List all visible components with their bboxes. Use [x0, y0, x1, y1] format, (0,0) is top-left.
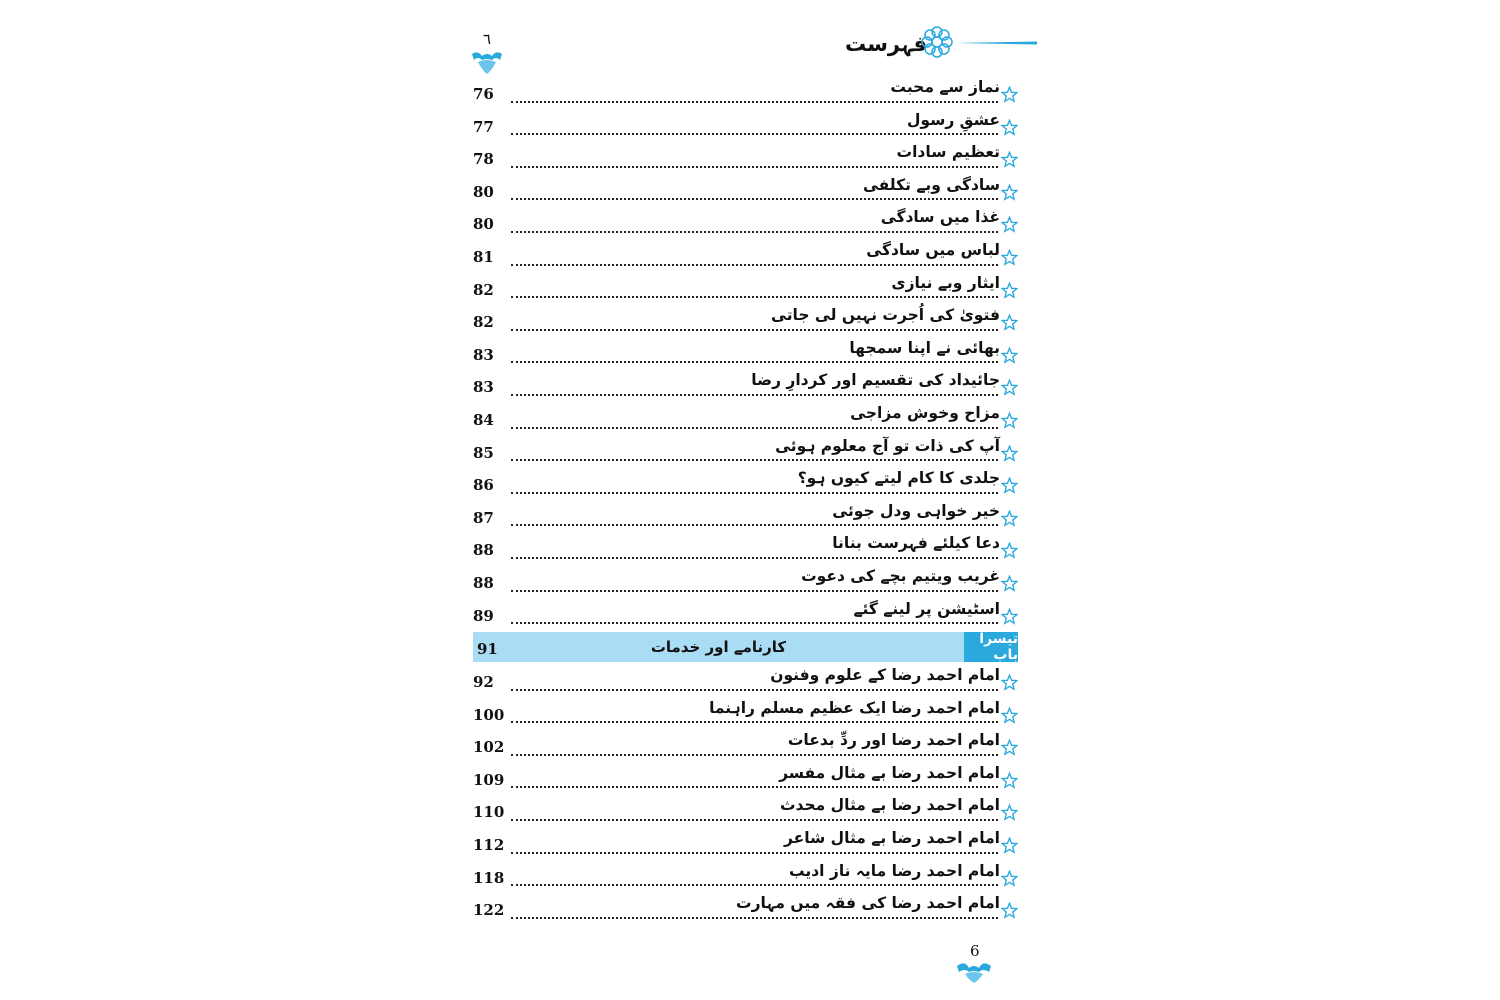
toc-entry[interactable]: [473, 206, 1018, 239]
star-outline-icon: [1001, 216, 1018, 233]
toc-entry[interactable]: [473, 860, 1018, 893]
toc-section-1: [473, 76, 1018, 630]
leader-dots: [511, 590, 998, 592]
leader-dots: [511, 459, 998, 461]
toc-entry-title: امام احمد رضا کی فقہ میں مہارت: [736, 894, 1000, 913]
star-outline-icon: [1001, 282, 1018, 299]
toc-entry-title: تعظیم سادات: [896, 143, 1000, 162]
toc-entry-title: خیر خواہی ودل جوئی: [832, 501, 1000, 520]
toc-entry-page: 100: [473, 705, 505, 724]
toc-entry-title: نماز سے محبت: [890, 78, 1000, 96]
toc-entry[interactable]: [473, 239, 1018, 272]
toc-entry-title: عشقِ رسول: [906, 110, 1000, 129]
toc-entry-page: 86: [473, 476, 494, 495]
toc-entry[interactable]: [473, 141, 1018, 174]
leader-dots: [511, 884, 998, 886]
toc-entry[interactable]: [473, 532, 1018, 565]
leader-dots: [511, 166, 998, 168]
star-outline-icon: [1001, 314, 1018, 331]
star-outline-icon: [1001, 184, 1018, 201]
toc-entry-page: 82: [473, 313, 494, 332]
toc-entry[interactable]: [473, 827, 1018, 860]
leader-dots: [511, 852, 998, 854]
toc-entry[interactable]: [473, 174, 1018, 207]
star-outline-icon: [1001, 674, 1018, 691]
leader-dots: [511, 231, 998, 233]
star-outline-icon: [1001, 510, 1018, 527]
toc-entry-title: امام احمد رضا بے مثال محدث: [779, 796, 1000, 815]
leader-dots: [511, 492, 998, 494]
toc-entry[interactable]: [473, 435, 1018, 468]
toc-entry-title: امام احمد رضا ایک عظیم مسلم راہنما: [709, 698, 1000, 717]
star-outline-icon: [1001, 739, 1018, 756]
toc-entry-title: غریب ویتیم بچے کی دعوت: [801, 566, 1000, 585]
toc-entry-page: 112: [473, 836, 505, 855]
toc-entry[interactable]: [473, 697, 1018, 730]
star-outline-icon: [1001, 151, 1018, 168]
toc-entry[interactable]: [473, 109, 1018, 142]
toc-entry-title: امام احمد رضا بے مثال شاعر: [783, 829, 1000, 848]
star-outline-icon: [1001, 86, 1018, 103]
leader-dots: [511, 361, 998, 363]
toc-entry-page: 84: [473, 410, 494, 429]
leader-dots: [511, 394, 998, 396]
toc-entry-page: 83: [473, 378, 494, 397]
star-outline-icon: [1001, 870, 1018, 887]
toc-entry[interactable]: [473, 467, 1018, 500]
toc-entry[interactable]: [473, 402, 1018, 435]
toc-entry[interactable]: [473, 794, 1018, 827]
toc-entry-page: 81: [473, 247, 494, 266]
toc-entry[interactable]: [473, 272, 1018, 305]
toc-entry-page: 102: [473, 738, 505, 757]
toc-entry[interactable]: [473, 337, 1018, 370]
chapter-heading[interactable]: [473, 632, 1018, 662]
toc-entry[interactable]: [473, 892, 1018, 925]
toc-entry[interactable]: [473, 369, 1018, 402]
star-outline-icon: [1001, 772, 1018, 789]
leader-dots: [511, 557, 998, 559]
toc-entry-page: 80: [473, 182, 494, 201]
leader-dots: [511, 296, 998, 298]
toc-entry-page: 88: [473, 573, 494, 592]
footer-page-number: 6: [970, 942, 980, 960]
header-page-number: ٦: [483, 30, 492, 48]
page-title: فہرست: [845, 32, 928, 56]
star-outline-icon: [1001, 542, 1018, 559]
toc-entry[interactable]: [473, 565, 1018, 598]
leader-dots: [511, 264, 998, 266]
chapter-title: کارنامے اور خدمات: [650, 638, 787, 657]
toc-entry-title: جلدی کا کام لیتے کیوں ہو؟: [797, 469, 1000, 488]
toc-entry-page: 118: [473, 868, 505, 887]
leader-dots: [511, 427, 998, 429]
toc-entry-page: 109: [473, 770, 505, 789]
toc-entry-page: 77: [473, 117, 494, 136]
toc-entry-page: 80: [473, 215, 494, 234]
star-outline-icon: [1001, 477, 1018, 494]
toc-entry[interactable]: [473, 76, 1018, 109]
toc-entry-title: مزاح وخوش مزاجی: [850, 403, 1000, 422]
star-outline-icon: [1001, 119, 1018, 136]
toc-entry-page: 92: [473, 673, 494, 692]
table-of-contents: [473, 76, 1018, 925]
leader-dots: [511, 819, 998, 821]
toc-section-2: [473, 664, 1018, 925]
leader-dots: [511, 721, 998, 723]
toc-entry-title: امام احمد رضا کے علوم وفنون: [770, 666, 1000, 685]
star-outline-icon: [1001, 412, 1018, 429]
leader-dots: [511, 754, 998, 756]
leader-dots: [511, 917, 998, 919]
toc-entry-title: دعا کیلئے فہرست بنانا: [832, 534, 1000, 553]
toc-entry[interactable]: [473, 664, 1018, 697]
ornament-icon: [955, 958, 993, 984]
toc-entry-title: لباس میں سادگی: [866, 240, 1000, 259]
header-divider: [955, 41, 1037, 45]
leader-dots: [511, 689, 998, 691]
toc-entry-page: 87: [473, 508, 494, 527]
toc-entry-title: امام احمد رضا اور ردِّ بدعات: [787, 731, 1000, 750]
star-outline-icon: [1001, 379, 1018, 396]
toc-entry-page: 76: [473, 85, 494, 103]
toc-entry-title: فتویٰ کی اُجرت نہیں لی جاتی: [771, 306, 1000, 325]
book-page: [465, 20, 1025, 980]
toc-entry-page: 83: [473, 345, 494, 364]
leader-dots: [511, 198, 998, 200]
ornament-icon: [470, 48, 504, 76]
toc-entry[interactable]: [473, 598, 1018, 631]
star-outline-icon: [1001, 445, 1018, 462]
leader-dots: [511, 101, 998, 103]
star-outline-icon: [1001, 707, 1018, 724]
toc-entry-title: اسٹیشن پر لینے گئے: [853, 599, 1000, 618]
toc-entry-title: جائیداد کی تقسیم اور کردارِ رضا: [751, 371, 1000, 390]
leader-dots: [511, 329, 998, 331]
chapter-label: تیسرا باب: [964, 632, 1018, 662]
toc-entry-title: امام احمد رضا مایہ ناز ادیب: [789, 861, 1000, 880]
star-outline-icon: [1001, 837, 1018, 854]
toc-entry-title: آپ کی ذات تو آج معلوم ہوئی: [775, 436, 1000, 455]
star-outline-icon: [1001, 347, 1018, 364]
toc-entry[interactable]: [473, 500, 1018, 533]
toc-entry[interactable]: [473, 762, 1018, 795]
star-outline-icon: [1001, 249, 1018, 266]
toc-entry-title: غذا میں سادگی: [880, 208, 1000, 227]
toc-entry-page: 82: [473, 280, 494, 299]
toc-entry-page: 110: [473, 803, 505, 822]
toc-entry-page: 88: [473, 541, 494, 560]
toc-entry-title: سادگی وبے تکلفی: [862, 175, 1000, 194]
star-outline-icon: [1001, 804, 1018, 821]
chapter-page-number: 91: [477, 640, 498, 659]
toc-entry-title: ایثار وبے نیازی: [891, 273, 1000, 292]
toc-entry-page: 122: [473, 901, 505, 920]
toc-entry[interactable]: [473, 729, 1018, 762]
toc-entry[interactable]: [473, 304, 1018, 337]
toc-entry-page: 78: [473, 150, 494, 169]
leader-dots: [511, 622, 998, 624]
toc-entry-page: 89: [473, 606, 494, 625]
toc-entry-page: 85: [473, 443, 494, 462]
leader-dots: [511, 786, 998, 788]
leader-dots: [511, 133, 998, 135]
star-outline-icon: [1001, 608, 1018, 625]
star-outline-icon: [1001, 902, 1018, 919]
flower-icon: [919, 24, 955, 60]
toc-entry-title: امام احمد رضا بے مثال مفسر: [779, 763, 1000, 782]
star-outline-icon: [1001, 575, 1018, 592]
leader-dots: [511, 524, 998, 526]
toc-entry-title: بھائی نے اپنا سمجھا: [849, 338, 1000, 357]
